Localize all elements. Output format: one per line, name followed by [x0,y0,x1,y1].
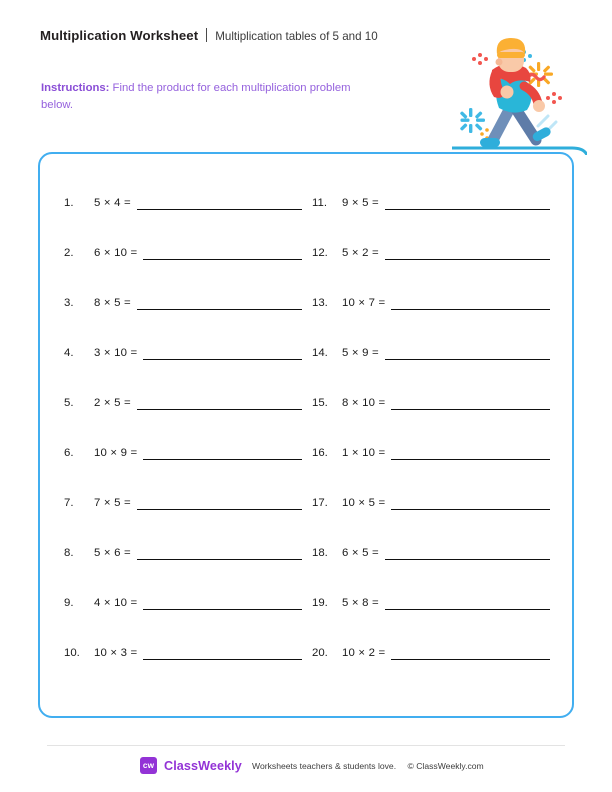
figure-hand-front [501,86,514,99]
problem-row [312,196,552,246]
problem-number: 4. [64,347,74,359]
problem-expression: 5 × 8 = [342,597,379,609]
problem-row [312,296,552,346]
problem-row [64,296,304,346]
figure-hand-back [533,100,545,112]
problem-number: 3. [64,297,74,309]
instructions-label: Instructions: [41,82,110,94]
problem-expression: 6 × 5 = [342,547,379,559]
answer-blank[interactable] [391,396,550,410]
problem-number: 13. [312,297,328,309]
brand-logo[interactable] [140,757,242,774]
title-separator [206,28,207,42]
copyright-text: © ClassWeekly.com [407,761,484,771]
footer-divider [47,745,565,746]
problem-expression: 10 × 3 = [94,647,138,659]
problem-expression: 10 × 7 = [342,297,386,309]
problem-expression: 3 × 10 = [94,347,138,359]
problem-expression: 8 × 5 = [94,297,131,309]
answer-blank[interactable] [137,496,302,510]
tagline-text: Worksheets teachers & students love. [252,761,397,771]
problem-number: 18. [312,547,328,559]
problem-row [312,496,552,546]
problem-number: 8. [64,547,74,559]
answer-blank[interactable] [143,596,302,610]
answer-blank[interactable] [137,196,302,210]
problem-row [64,596,304,646]
worksheet-card [38,152,574,718]
problem-row [312,546,552,596]
answer-blank[interactable] [391,496,550,510]
answer-blank[interactable] [385,246,550,260]
problem-number: 16. [312,447,328,459]
problem-number: 19. [312,597,328,609]
answer-blank[interactable] [137,546,302,560]
problem-expression: 5 × 2 = [342,247,379,259]
problem-columns [40,154,572,716]
problem-row [312,246,552,296]
problem-row [64,446,304,496]
problem-expression: 6 × 10 = [94,247,138,259]
problem-row [64,646,304,696]
problem-number: 17. [312,497,328,509]
problem-expression: 4 × 10 = [94,597,138,609]
walking-child-illustration [452,30,587,155]
problem-number: 5. [64,397,74,409]
answer-blank[interactable] [391,296,550,310]
sparkle-blue-icon [460,108,485,133]
problem-row [64,546,304,596]
answer-blank[interactable] [137,396,302,410]
problem-expression: 10 × 9 = [94,447,138,459]
problem-row [64,396,304,446]
problem-number: 15. [312,397,328,409]
page-title [40,26,378,43]
problem-row [312,346,552,396]
footer-tagline [252,761,484,771]
instructions-text: Find the product for each multiplication problem below. [41,82,351,111]
problem-expression: 5 × 6 = [94,547,131,559]
answer-blank[interactable] [143,646,302,660]
figure-hair-band [497,52,525,58]
problem-row [312,596,552,646]
title-main-text: Multiplication Worksheet [40,28,199,43]
title-subtitle-text: Multiplication tables of 5 and 10 [215,30,378,43]
problem-row [312,396,552,446]
answer-blank[interactable] [137,296,302,310]
figure-back-shoe [480,138,500,147]
page-header [0,0,612,150]
page-footer [0,755,612,785]
answer-blank[interactable] [391,646,550,660]
problem-number: 7. [64,497,74,509]
answer-blank[interactable] [143,446,302,460]
problem-row [312,646,552,696]
problem-row [64,346,304,396]
problem-expression: 1 × 10 = [342,447,386,459]
problem-number: 11. [312,197,327,209]
problem-expression: 8 × 10 = [342,397,386,409]
problem-number: 10. [64,647,80,659]
problem-number: 14. [312,347,328,359]
problem-expression: 9 × 5 = [342,197,379,209]
answer-blank[interactable] [385,596,550,610]
instructions-block [41,80,381,114]
problem-row [64,496,304,546]
problem-expression: 10 × 2 = [342,647,386,659]
problem-expression: 10 × 5 = [342,497,386,509]
answer-blank[interactable] [143,346,302,360]
classweekly-badge-icon: cw [140,757,157,774]
problem-number: 2. [64,247,74,259]
problem-expression: 2 × 5 = [94,397,131,409]
problem-row [64,196,304,246]
answer-blank[interactable] [385,346,550,360]
problem-expression: 5 × 4 = [94,197,131,209]
figure-ear [496,59,503,66]
problem-expression: 5 × 9 = [342,347,379,359]
answer-blank[interactable] [143,246,302,260]
problem-number: 1. [64,197,74,209]
problem-number: 20. [312,647,328,659]
answer-blank[interactable] [391,446,550,460]
problem-number: 9. [64,597,74,609]
answer-blank[interactable] [385,546,550,560]
brand-name-text: ClassWeekly [164,758,242,773]
problem-row [64,246,304,296]
problem-number: 12. [312,247,328,259]
figure-back-leg [492,108,510,142]
problem-column-left [64,196,304,696]
problem-number: 6. [64,447,74,459]
problem-expression: 7 × 5 = [94,497,131,509]
answer-blank[interactable] [385,196,550,210]
problem-row [312,446,552,496]
problem-column-right [312,196,552,696]
